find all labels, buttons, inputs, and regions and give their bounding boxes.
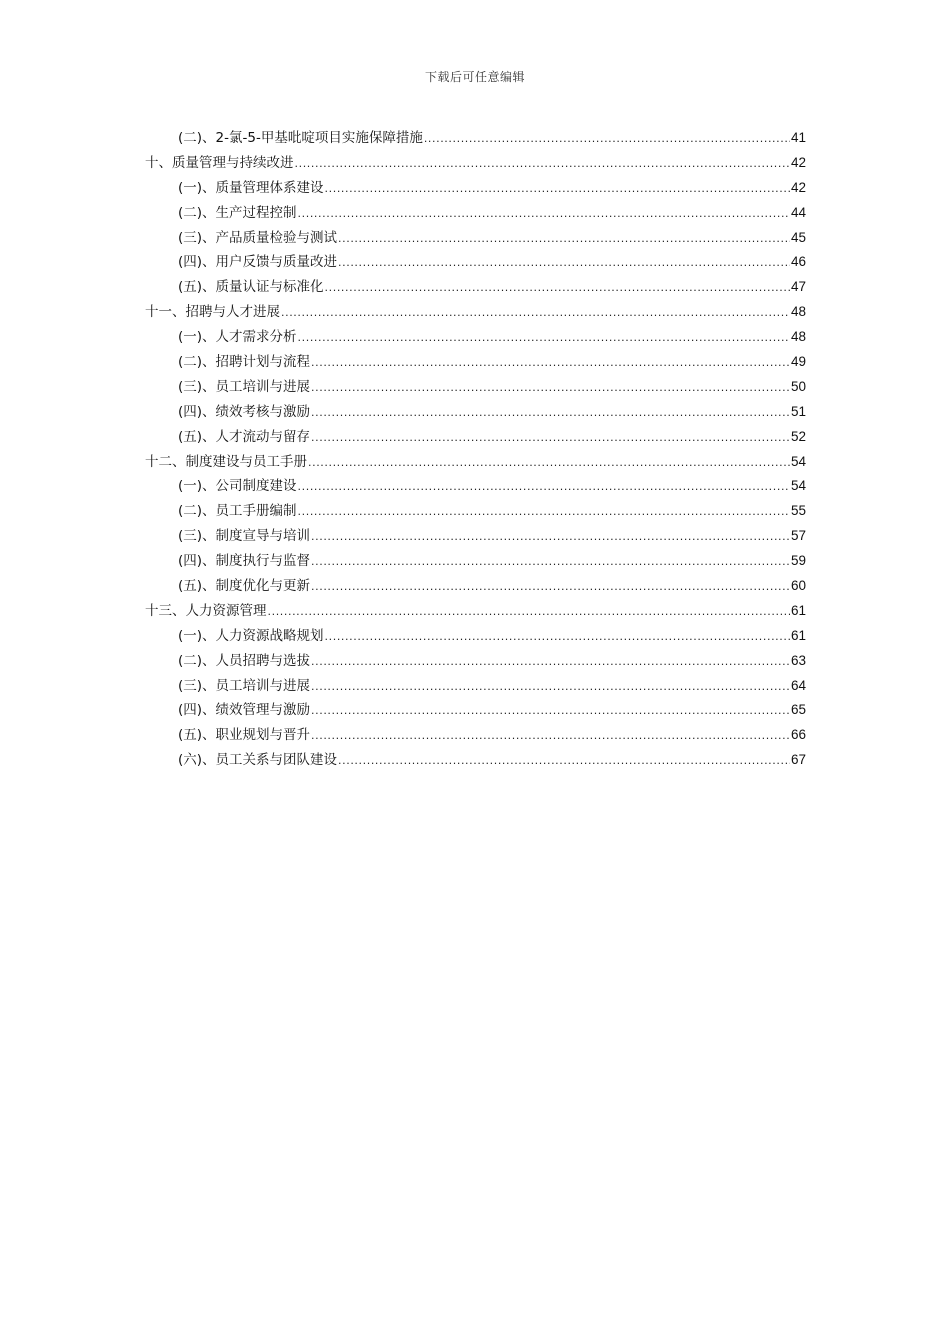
toc-page-number: 49 [790, 354, 806, 370]
toc-dot-leader [338, 749, 790, 774]
toc-entry-title: (五)、制度优化与更新 [178, 578, 311, 595]
toc-section-entry[interactable] [145, 126, 806, 151]
toc-entry-title: (三)、员工培训与进展 [178, 378, 311, 395]
toc-page-number: 46 [790, 254, 806, 270]
toc-page-number: 44 [790, 204, 806, 220]
toc-dot-leader [298, 202, 790, 227]
toc-entry-title: (三)、员工培训与进展 [178, 677, 311, 694]
toc-entry-title: (四)、制度执行与监督 [178, 553, 311, 570]
toc-page-number: 65 [790, 702, 806, 718]
toc-entry-title: 十、质量管理与持续改进 [145, 154, 294, 171]
toc-dot-leader [311, 401, 790, 426]
toc-page-number: 47 [790, 279, 806, 295]
table-of-contents [145, 126, 806, 773]
toc-entry-title: (五)、质量认证与标准化 [178, 279, 324, 296]
toc-page-number: 59 [790, 553, 806, 569]
toc-entry-title: 十二、制度建设与员工手册 [145, 453, 307, 470]
toc-section-entry[interactable] [145, 176, 806, 201]
toc-dot-leader [338, 251, 790, 276]
toc-page-number: 41 [790, 130, 806, 145]
toc-section-entry[interactable] [145, 275, 806, 300]
toc-dot-leader [268, 600, 790, 625]
toc-section-entry[interactable] [145, 674, 806, 699]
toc-entry-title: (三)、制度宣导与培训 [178, 528, 311, 545]
toc-dot-leader [325, 625, 790, 650]
toc-entry-title: (二)、生产过程控制 [178, 204, 297, 221]
toc-page-number: 45 [790, 229, 806, 245]
toc-section-entry[interactable] [145, 574, 806, 599]
toc-dot-leader [311, 525, 790, 550]
toc-entry-title: (四)、绩效考核与激励 [178, 403, 311, 420]
toc-section-entry[interactable] [145, 549, 806, 574]
toc-dot-leader [325, 177, 790, 202]
toc-dot-leader [424, 127, 790, 152]
toc-dot-leader [295, 152, 790, 177]
toc-page-number: 63 [790, 652, 806, 668]
toc-page-number: 48 [790, 304, 806, 320]
toc-section-entry[interactable] [145, 375, 806, 400]
toc-entry-title: (一)、质量管理体系建设 [178, 179, 324, 196]
toc-entry-title: (三)、产品质量检验与测试 [178, 229, 338, 246]
toc-page-number: 61 [790, 602, 806, 618]
toc-page-number: 51 [790, 403, 806, 419]
toc-entry-title: (二)、员工手册编制 [178, 503, 297, 520]
toc-page-number: 50 [790, 378, 806, 394]
toc-page-number: 55 [790, 503, 806, 519]
toc-dot-leader [311, 575, 790, 600]
toc-page-number: 48 [790, 329, 806, 345]
toc-page-number: 66 [790, 727, 806, 743]
page-header: 下载后可任意编辑 [424, 70, 525, 84]
toc-section-entry[interactable] [145, 499, 806, 524]
toc-page-number: 57 [790, 528, 806, 544]
toc-entry-title: 十一、招聘与人才进展 [145, 304, 280, 321]
toc-dot-leader [298, 326, 790, 351]
toc-section-entry[interactable] [145, 474, 806, 499]
toc-dot-leader [281, 301, 790, 326]
toc-dot-leader [311, 650, 790, 675]
toc-entry-title: (二)、2-氯-5-甲基吡啶项目实施保障措施 [178, 130, 423, 146]
toc-chapter-entry[interactable] [145, 300, 806, 325]
toc-page-number: 42 [790, 154, 806, 170]
toc-page-number: 61 [790, 627, 806, 643]
toc-dot-leader [338, 227, 790, 252]
toc-entry-title: (二)、人员招聘与选拔 [178, 652, 311, 669]
toc-entry-title: (四)、绩效管理与激励 [178, 702, 311, 719]
toc-section-entry[interactable] [145, 425, 806, 450]
toc-dot-leader [311, 550, 790, 575]
toc-entry-title: (一)、人力资源战略规划 [178, 627, 324, 644]
toc-entry-title: (二)、招聘计划与流程 [178, 354, 311, 371]
toc-entry-title: (一)、公司制度建设 [178, 478, 297, 495]
toc-page-number: 67 [790, 752, 806, 768]
toc-entry-title: (六)、员工关系与团队建设 [178, 752, 338, 769]
toc-page-number: 54 [790, 478, 806, 494]
toc-section-entry[interactable] [145, 624, 806, 649]
toc-chapter-entry[interactable] [145, 151, 806, 176]
toc-section-entry[interactable] [145, 524, 806, 549]
toc-dot-leader [311, 724, 790, 749]
toc-entry-title: (四)、用户反馈与质量改进 [178, 254, 338, 271]
toc-page-number: 42 [790, 179, 806, 195]
toc-dot-leader [311, 675, 790, 700]
toc-section-entry[interactable] [145, 201, 806, 226]
toc-section-entry[interactable] [145, 400, 806, 425]
toc-dot-leader [311, 351, 790, 376]
toc-chapter-entry[interactable] [145, 450, 806, 475]
toc-dot-leader [298, 475, 790, 500]
toc-dot-leader [308, 451, 790, 476]
toc-dot-leader [325, 276, 790, 301]
toc-page-number: 64 [790, 677, 806, 693]
toc-entry-title: (五)、人才流动与留存 [178, 428, 311, 445]
toc-dot-leader [298, 500, 790, 525]
toc-page-number: 60 [790, 578, 806, 594]
toc-dot-leader [311, 699, 790, 724]
toc-chapter-entry[interactable] [145, 599, 806, 624]
toc-section-entry[interactable] [145, 250, 806, 275]
toc-dot-leader [311, 376, 790, 401]
toc-entry-title: (一)、人才需求分析 [178, 329, 297, 346]
toc-section-entry[interactable] [145, 226, 806, 251]
toc-page-number: 54 [790, 453, 806, 469]
toc-dot-leader [311, 426, 790, 451]
toc-entry-title: (五)、职业规划与晋升 [178, 727, 311, 744]
toc-entry-title: 十三、人力资源管理 [145, 602, 267, 619]
toc-section-entry[interactable] [145, 723, 806, 748]
toc-page-number: 52 [790, 428, 806, 444]
toc-section-entry[interactable] [145, 649, 806, 674]
toc-section-entry[interactable] [145, 350, 806, 375]
toc-section-entry[interactable] [145, 748, 806, 773]
toc-section-entry[interactable] [145, 325, 806, 350]
toc-section-entry[interactable] [145, 698, 806, 723]
